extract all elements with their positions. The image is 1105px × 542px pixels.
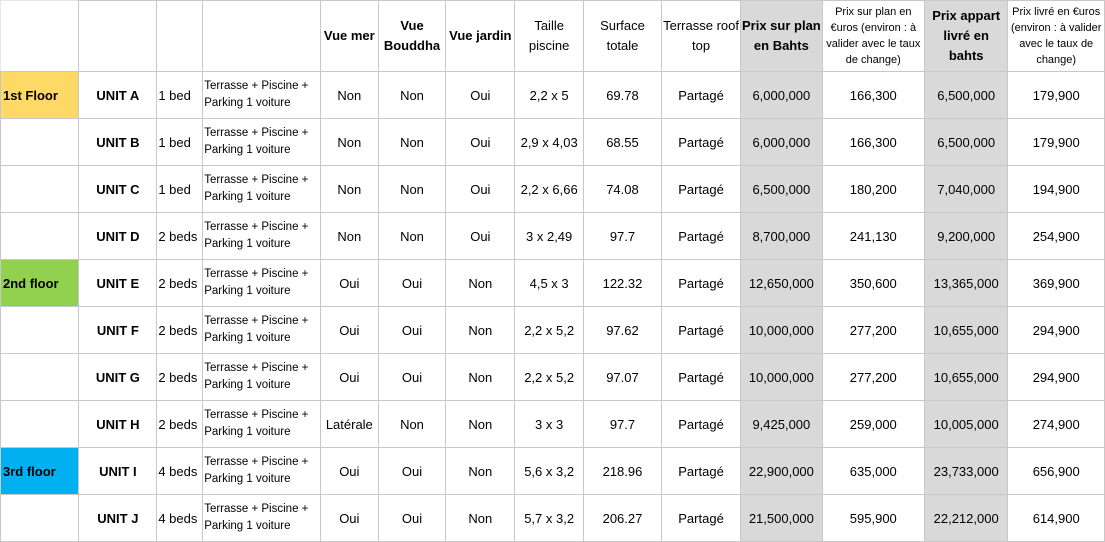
table-row (1, 166, 1105, 213)
vue-bouddha-value: Oui (378, 354, 446, 401)
prix-livre-bahts-value: 10,005,000 (924, 401, 1007, 448)
prix-plan-bahts-value: 10,000,000 (741, 354, 823, 401)
description: Terrasse + Piscine + Parking 1 voiture (203, 401, 321, 448)
taille-piscine-value: 2,9 x 4,03 (515, 119, 584, 166)
table-row (1, 401, 1105, 448)
prix-plan-bahts-value: 9,425,000 (741, 401, 823, 448)
header-prix-plan-euros: Prix sur plan en €uros (environ : à valider avec le taux de change) (822, 1, 924, 72)
table-row (1, 72, 1105, 119)
unit-name: UNIT F (79, 307, 157, 354)
table-row (1, 119, 1105, 166)
prix-plan-euros-value: 350,600 (822, 260, 924, 307)
vue-bouddha-value: Non (378, 401, 446, 448)
vue-mer-value: Oui (320, 495, 378, 542)
surface-value: 97.7 (583, 401, 661, 448)
vue-jardin-value: Non (446, 260, 515, 307)
bedrooms: 4 beds (157, 495, 203, 542)
vue-jardin-value: Non (446, 307, 515, 354)
surface-value: 218.96 (583, 448, 661, 495)
floor-cell-empty (1, 401, 79, 448)
surface-value: 69.78 (583, 72, 661, 119)
prix-livre-bahts-value: 6,500,000 (924, 119, 1007, 166)
taille-piscine-value: 2,2 x 5,2 (515, 354, 584, 401)
prix-plan-bahts-value: 6,000,000 (741, 72, 823, 119)
vue-jardin-value: Non (446, 354, 515, 401)
prix-livre-euros-value: 254,900 (1008, 213, 1105, 260)
description: Terrasse + Piscine + Parking 1 voiture (203, 213, 321, 260)
description: Terrasse + Piscine + Parking 1 voiture (203, 119, 321, 166)
prix-livre-bahts-value: 10,655,000 (924, 307, 1007, 354)
description: Terrasse + Piscine + Parking 1 voiture (203, 495, 321, 542)
prix-plan-bahts-value: 6,500,000 (741, 166, 823, 213)
prix-plan-euros-value: 277,200 (822, 307, 924, 354)
roof-top-value: Partagé (661, 213, 740, 260)
taille-piscine-value: 3 x 2,49 (515, 213, 584, 260)
floor-cell-empty (1, 119, 79, 166)
prix-plan-euros-value: 259,000 (822, 401, 924, 448)
prix-plan-euros-value: 635,000 (822, 448, 924, 495)
description: Terrasse + Piscine + Parking 1 voiture (203, 307, 321, 354)
vue-bouddha-value: Non (378, 213, 446, 260)
unit-name: UNIT A (79, 72, 157, 119)
prix-livre-euros-value: 179,900 (1008, 72, 1105, 119)
prix-livre-euros-value: 294,900 (1008, 307, 1105, 354)
vue-mer-value: Oui (320, 354, 378, 401)
unit-name: UNIT G (79, 354, 157, 401)
header-prix-livre-bahts: Prix appart livré en bahts (924, 1, 1007, 72)
vue-jardin-value: Oui (446, 72, 515, 119)
vue-mer-value: Non (320, 119, 378, 166)
prix-livre-euros-value: 614,900 (1008, 495, 1105, 542)
surface-value: 97.62 (583, 307, 661, 354)
floor-label: 1st Floor (1, 72, 79, 119)
vue-mer-value: Oui (320, 307, 378, 354)
bedrooms: 2 beds (157, 354, 203, 401)
prix-livre-euros-value: 369,900 (1008, 260, 1105, 307)
header-cell-empty (79, 1, 157, 72)
prix-plan-euros-value: 595,900 (822, 495, 924, 542)
taille-piscine-value: 4,5 x 3 (515, 260, 584, 307)
table-row (1, 448, 1105, 495)
roof-top-value: Partagé (661, 401, 740, 448)
vue-jardin-value: Non (446, 495, 515, 542)
roof-top-value: Partagé (661, 260, 740, 307)
taille-piscine-value: 2,2 x 5,2 (515, 307, 584, 354)
header-cell-empty (203, 1, 321, 72)
taille-piscine-value: 5,7 x 3,2 (515, 495, 584, 542)
prix-plan-bahts-value: 22,900,000 (741, 448, 823, 495)
prix-plan-euros-value: 166,300 (822, 72, 924, 119)
bedrooms: 4 beds (157, 448, 203, 495)
vue-mer-value: Non (320, 166, 378, 213)
unit-name: UNIT I (79, 448, 157, 495)
prix-livre-euros-value: 194,900 (1008, 166, 1105, 213)
surface-value: 97.7 (583, 213, 661, 260)
floor-cell-empty (1, 166, 79, 213)
bedrooms: 2 beds (157, 213, 203, 260)
vue-mer-value: Non (320, 72, 378, 119)
prix-plan-euros-value: 166,300 (822, 119, 924, 166)
unit-name: UNIT J (79, 495, 157, 542)
surface-value: 68.55 (583, 119, 661, 166)
prix-plan-bahts-value: 8,700,000 (741, 213, 823, 260)
floor-label: 2nd floor (1, 260, 79, 307)
description: Terrasse + Piscine + Parking 1 voiture (203, 72, 321, 119)
description: Terrasse + Piscine + Parking 1 voiture (203, 260, 321, 307)
prix-livre-euros-value: 656,900 (1008, 448, 1105, 495)
header-cell-empty (157, 1, 203, 72)
roof-top-value: Partagé (661, 495, 740, 542)
prix-plan-bahts-value: 10,000,000 (741, 307, 823, 354)
bedrooms: 1 bed (157, 119, 203, 166)
bedrooms: 2 beds (157, 401, 203, 448)
unit-name: UNIT E (79, 260, 157, 307)
unit-name: UNIT H (79, 401, 157, 448)
surface-value: 97.07 (583, 354, 661, 401)
header-surface-totale: Surface totale (583, 1, 661, 72)
vue-mer-value: Non (320, 213, 378, 260)
header-vue-jardin: Vue jardin (446, 1, 515, 72)
roof-top-value: Partagé (661, 448, 740, 495)
vue-bouddha-value: Non (378, 119, 446, 166)
prix-livre-euros-value: 274,900 (1008, 401, 1105, 448)
floor-label: 3rd floor (1, 448, 79, 495)
prix-livre-bahts-value: 9,200,000 (924, 213, 1007, 260)
surface-value: 206.27 (583, 495, 661, 542)
vue-bouddha-value: Oui (378, 260, 446, 307)
surface-value: 122.32 (583, 260, 661, 307)
prix-plan-euros-value: 241,130 (822, 213, 924, 260)
vue-jardin-value: Oui (446, 166, 515, 213)
table-row (1, 213, 1105, 260)
prix-livre-bahts-value: 23,733,000 (924, 448, 1007, 495)
vue-bouddha-value: Non (378, 72, 446, 119)
prix-plan-bahts-value: 12,650,000 (741, 260, 823, 307)
header-taille-piscine: Taille piscine (515, 1, 584, 72)
roof-top-value: Partagé (661, 307, 740, 354)
prix-livre-euros-value: 294,900 (1008, 354, 1105, 401)
prix-livre-bahts-value: 6,500,000 (924, 72, 1007, 119)
bedrooms: 1 bed (157, 72, 203, 119)
unit-name: UNIT B (79, 119, 157, 166)
floor-cell-empty (1, 213, 79, 260)
bedrooms: 2 beds (157, 260, 203, 307)
surface-value: 74.08 (583, 166, 661, 213)
header-vue-mer: Vue mer (320, 1, 378, 72)
floor-cell-empty (1, 354, 79, 401)
prix-plan-euros-value: 277,200 (822, 354, 924, 401)
prix-plan-euros-value: 180,200 (822, 166, 924, 213)
taille-piscine-value: 2,2 x 6,66 (515, 166, 584, 213)
taille-piscine-value: 3 x 3 (515, 401, 584, 448)
header-vue-bouddha: Vue Bouddha (378, 1, 446, 72)
header-terrasse-roof-top: Terrasse roof top (661, 1, 740, 72)
roof-top-value: Partagé (661, 354, 740, 401)
taille-piscine-value: 5,6 x 3,2 (515, 448, 584, 495)
taille-piscine-value: 2,2 x 5 (515, 72, 584, 119)
table-row (1, 354, 1105, 401)
vue-jardin-value: Non (446, 401, 515, 448)
table-row (1, 307, 1105, 354)
description: Terrasse + Piscine + Parking 1 voiture (203, 354, 321, 401)
prix-livre-bahts-value: 13,365,000 (924, 260, 1007, 307)
vue-jardin-value: Non (446, 448, 515, 495)
floor-cell-empty (1, 495, 79, 542)
vue-jardin-value: Oui (446, 213, 515, 260)
vue-bouddha-value: Oui (378, 448, 446, 495)
vue-mer-value: Oui (320, 260, 378, 307)
table-row (1, 260, 1105, 307)
description: Terrasse + Piscine + Parking 1 voiture (203, 166, 321, 213)
vue-jardin-value: Oui (446, 119, 515, 166)
description: Terrasse + Piscine + Parking 1 voiture (203, 448, 321, 495)
prix-plan-bahts-value: 6,000,000 (741, 119, 823, 166)
prix-livre-bahts-value: 7,040,000 (924, 166, 1007, 213)
vue-mer-value: Latérale (320, 401, 378, 448)
header-row (1, 1, 1105, 72)
header-cell-empty (1, 1, 79, 72)
unit-name: UNIT C (79, 166, 157, 213)
bedrooms: 2 beds (157, 307, 203, 354)
bedrooms: 1 bed (157, 166, 203, 213)
header-prix-livre-euros: Prix livré en €uros (environ : à valider avec le taux de change) (1008, 1, 1105, 72)
vue-mer-value: Oui (320, 448, 378, 495)
prix-livre-euros-value: 179,900 (1008, 119, 1105, 166)
roof-top-value: Partagé (661, 72, 740, 119)
prix-livre-bahts-value: 10,655,000 (924, 354, 1007, 401)
prix-livre-bahts-value: 22,212,000 (924, 495, 1007, 542)
unit-name: UNIT D (79, 213, 157, 260)
vue-bouddha-value: Non (378, 166, 446, 213)
table-row (1, 495, 1105, 542)
roof-top-value: Partagé (661, 166, 740, 213)
vue-bouddha-value: Oui (378, 307, 446, 354)
prix-plan-bahts-value: 21,500,000 (741, 495, 823, 542)
floor-cell-empty (1, 307, 79, 354)
roof-top-value: Partagé (661, 119, 740, 166)
vue-bouddha-value: Oui (378, 495, 446, 542)
header-prix-plan-bahts: Prix sur plan en Bahts (741, 1, 823, 72)
